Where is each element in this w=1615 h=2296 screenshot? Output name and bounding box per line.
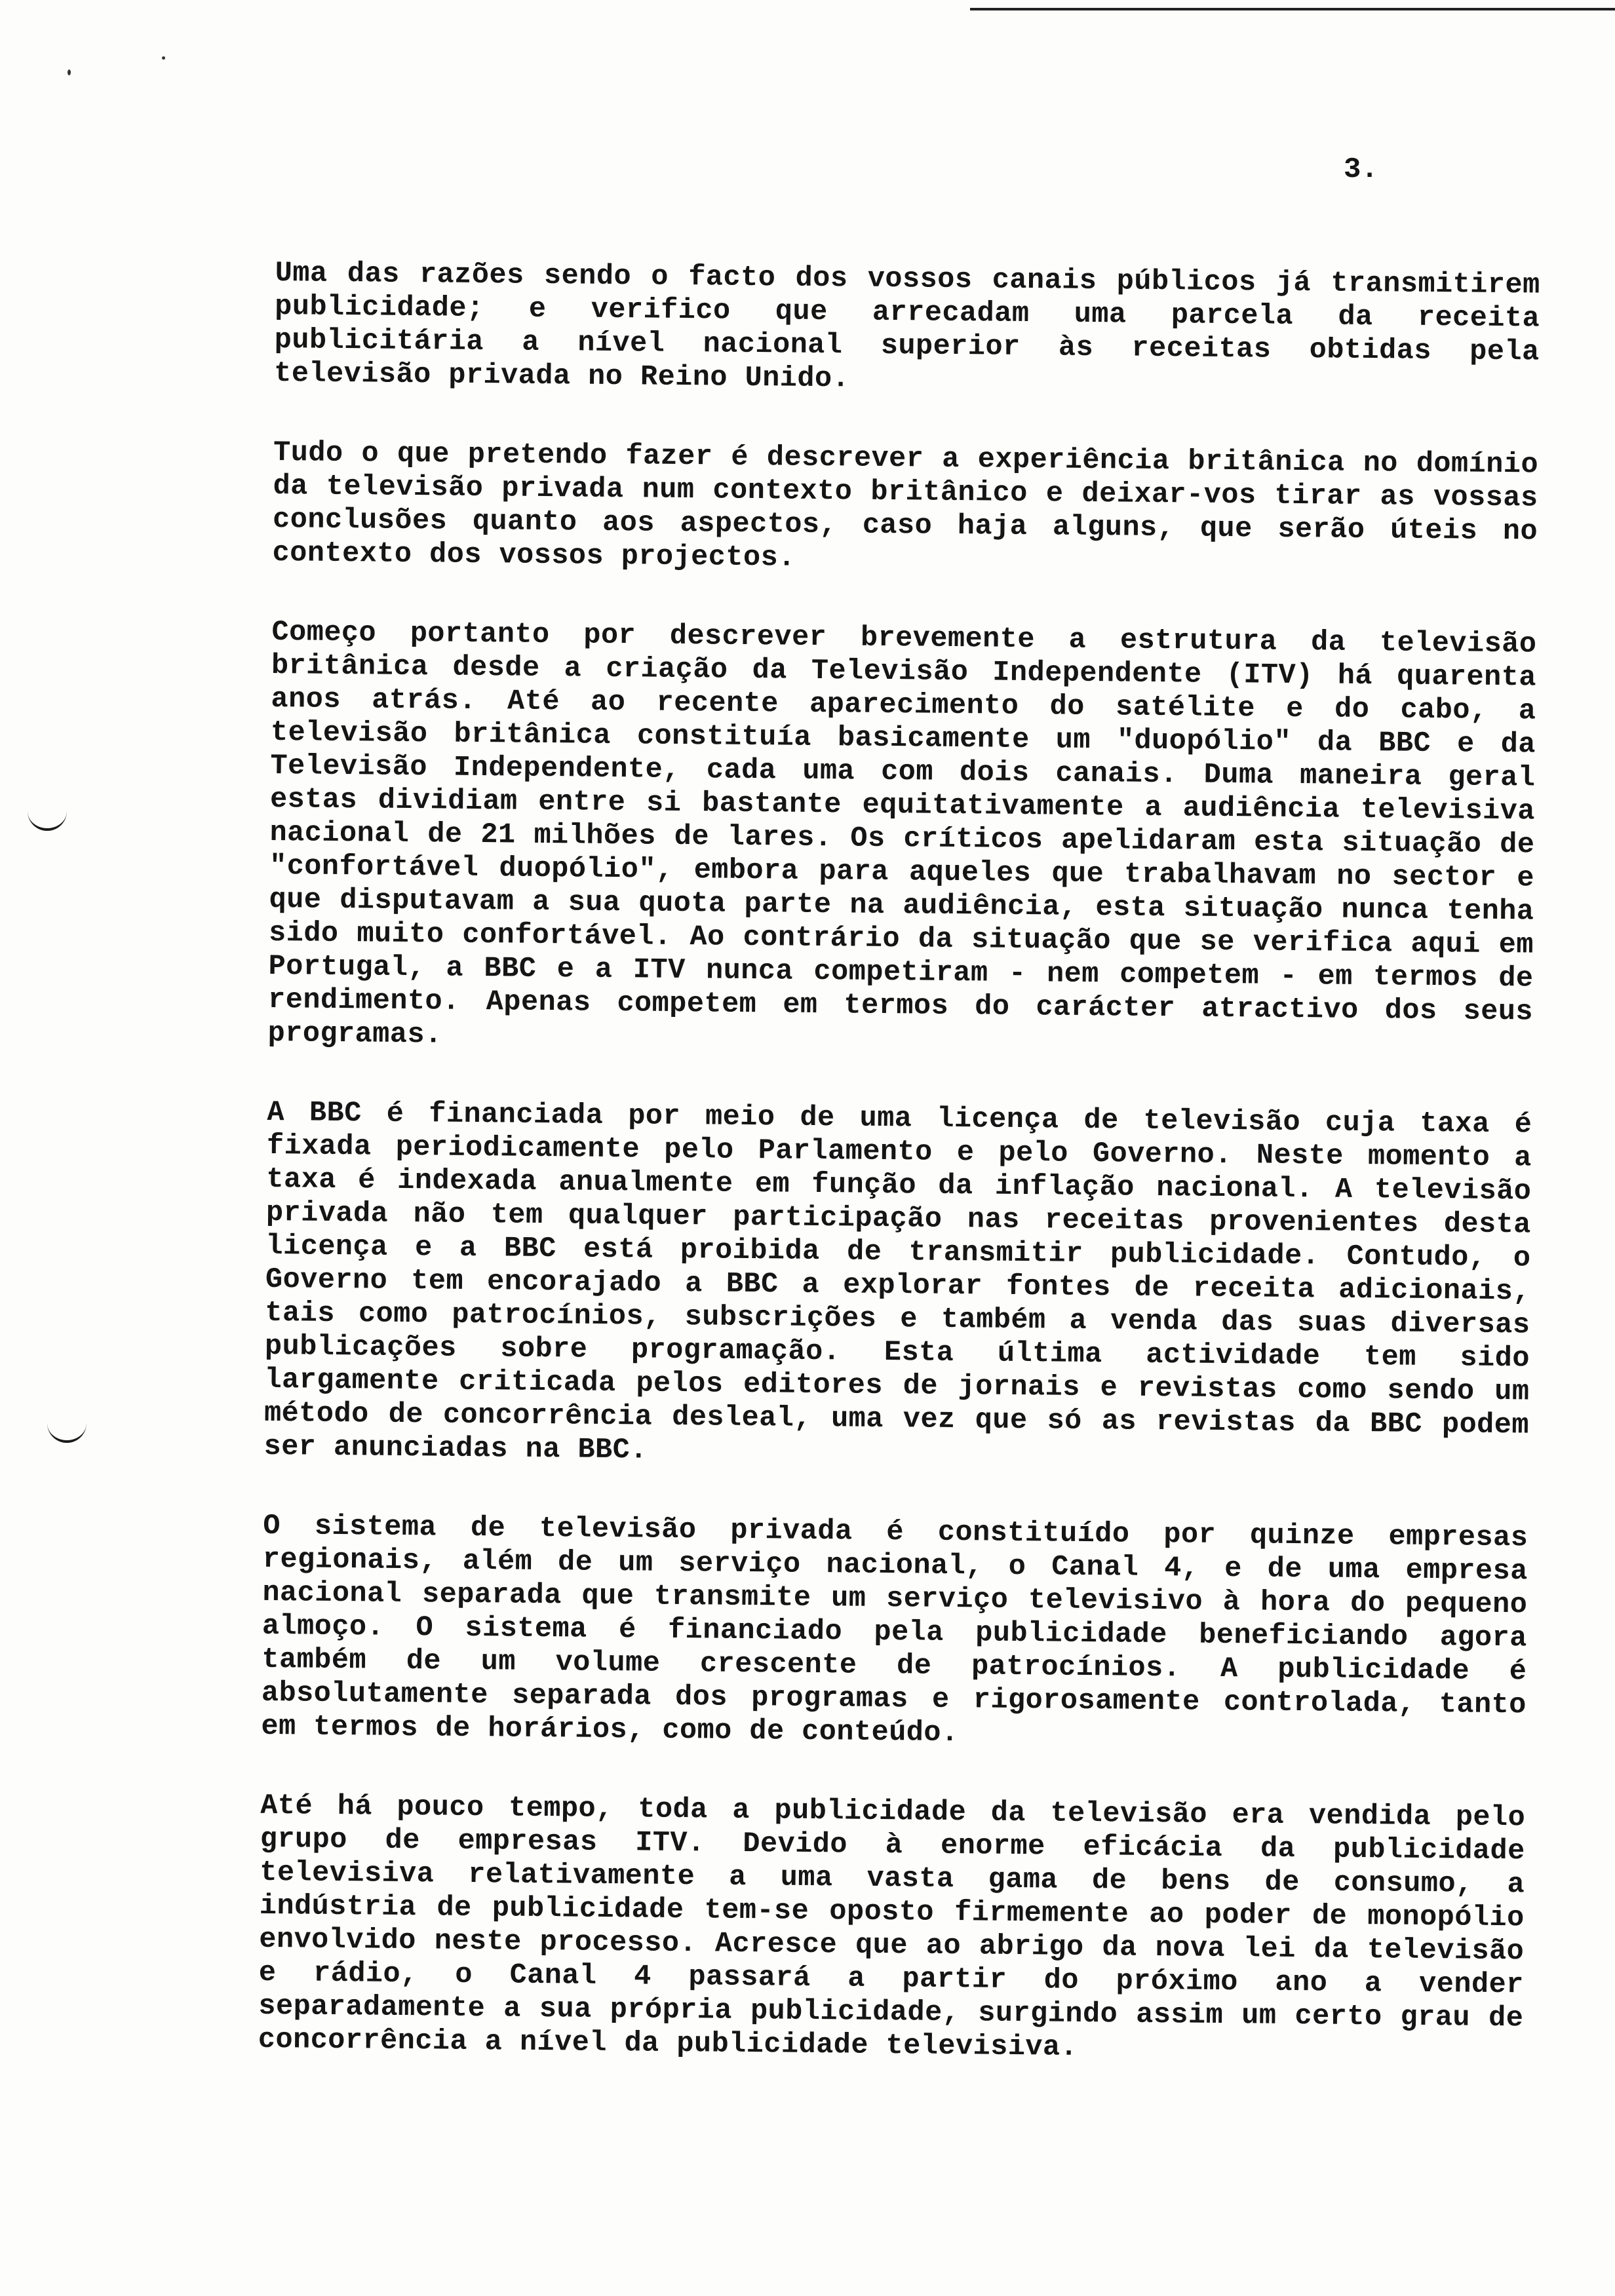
scan-speck (68, 69, 71, 75)
letter-body (258, 257, 1540, 2069)
paragraph: Começo portanto por descrever brevemente a estrutura da televisão britânica desde a criação da Televisão Independente (ITV) há quarenta anos atrás. Até ao recente aparecimento do satélite e do cabo, a televisão britânica constituía basicamente um "duopólio" da BBC e da Televisão Independente, cada uma com dois canais. Duma maneira geral estas dividiam entre si bastante equitativamente a audiência televisiva nacional de 21 milhões de lares. Os críticos apelidaram esta situação de "confortável duopólio", embora para aqueles que trabalhavam no sector e que disputavam a sua quota parte na audiência, esta situação nunca tenha sido muito confortável. Ao contrário da situação que se verifica aqui em Portugal, a BBC e a ITV nunca competiram - nem competem - em termos de rendimento. Apenas competem em termos do carácter atractivo dos seus programas. (267, 616, 1537, 1052)
scan-speck (162, 56, 165, 60)
paragraph: Uma das razões sendo o facto dos vossos canais públicos já transmitirem publicidade; e verifico que arrecadam uma parcela da receita publicitária a nível nacional superior às receitas obtidas pela televisão privada no Reino Unido. (274, 257, 1540, 396)
punch-hole-mark (28, 811, 67, 831)
paragraph: Tudo o que pretendo fazer é descrever a experiência britânica no domínio da televisão privada num contexto britânico e deixar-vos tirar as vossas conclusões quanto aos aspectos, caso haja alguns, que serão úteis no contexto dos vossos projectos. (272, 436, 1539, 575)
paragraph: Até há pouco tempo, toda a publicidade da televisão era vendida pelo grupo de empresas ITV. Devido à enorme eficácia da publicidade televisiva relativamente a uma vasta gama de bens de consumo, a indústria de publicidade tem-se oposto firmemente ao poder de monopólio envolvido neste processo. Acresce que ao abrigo da nova lei da televisão e rádio, o Canal 4 passará a partir do próximo ano a vender separadamente a sua própria publicidade, surgindo assim um certo grau de concorrência a nível da publicidade televisiva. (258, 1789, 1526, 2064)
paragraph: O sistema de televisão privada é constituído por quinze empresas regionais, além de um serviço nacional, o Canal 4, e de uma empresa nacional separada que transmite um serviço televisivo à hora do pequeno almoço. O sistema é financiado pela publicidade beneficiando agora também de um volume crescente de patrocínios. A publicidade é absolutamente separada dos programas e rigorosamente controlada, tanto em termos de horários, como de conteúdo. (261, 1510, 1528, 1750)
paragraph: A BBC é financiada por meio de uma licença de televisão cuja taxa é fixada periodicamente pelo Parlamento e pelo Governo. Neste momento a taxa é indexada anualmente em função da inflação nacional. A televisão privada não tem qualquer participação nas receitas provenientes desta licença e a BBC está proibida de transmitir publicidade. Contudo, o Governo tem encorajado a BBC a explorar fontes de receita adicionais, tais como patrocínios, subscrições e também a venda das suas diversas publicações sobre programação. Esta última actividade tem sido largamente criticada pelos editores de jornais e revistas como sendo um método de concorrência desleal, uma vez que só as revistas da BBC podem ser anunciadas na BBC. (263, 1096, 1532, 1467)
punch-hole-mark (47, 1423, 87, 1443)
scan-edge-line (970, 8, 1615, 10)
page-number: 3. (1344, 153, 1378, 186)
